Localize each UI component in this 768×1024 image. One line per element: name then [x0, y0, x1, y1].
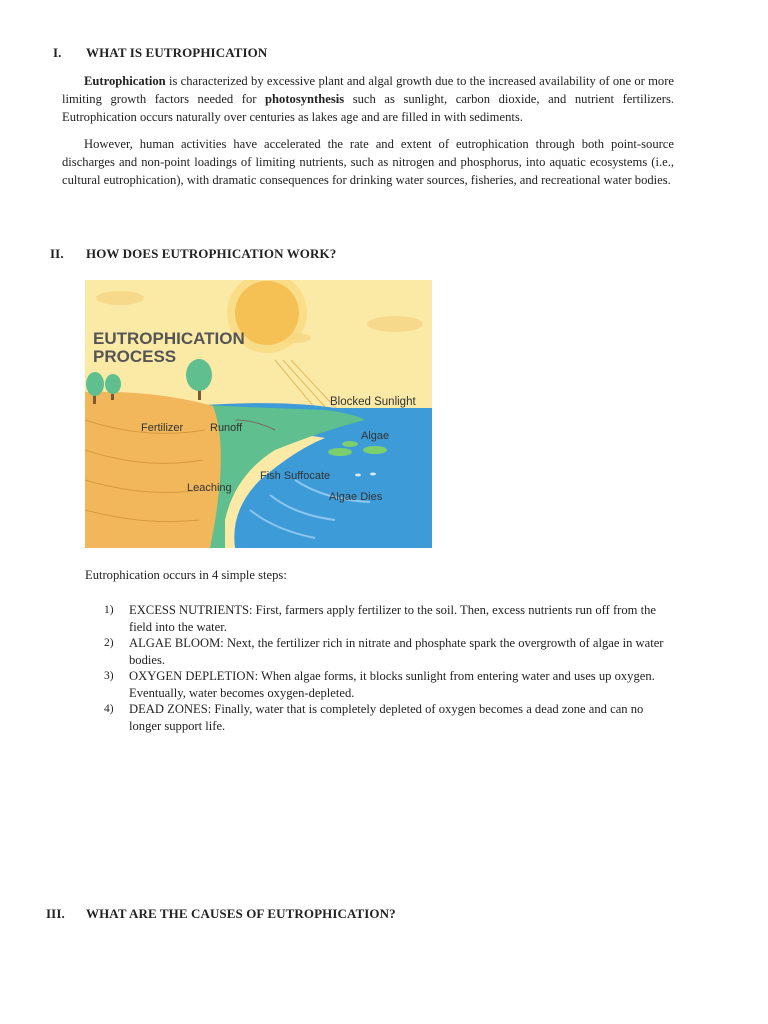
label-blocked-sunlight: Blocked Sunlight	[330, 396, 416, 408]
paragraph-definition	[62, 72, 674, 126]
label-algae-dies: Algae Dies	[329, 491, 383, 503]
step-number: 1)	[104, 604, 114, 616]
step-text: OXYGEN DEPLETION: When algae forms, it blocks sunlight from entering water and uses up oxygen. Eventually, water becomes oxygen-depleted.	[129, 669, 655, 700]
label-fish-suffocate: Fish Suffocate	[260, 470, 331, 482]
cloud	[367, 316, 423, 332]
step-text: ALGAE BLOOM: Next, the fertilizer rich in nitrate and phosphate spark the overgrowth of algae in water bodies.	[129, 636, 664, 667]
list-item	[104, 668, 670, 701]
para1-text-b: such as sunlight, carbon dioxide, and nutrient fertilizers. Eutrophication occurs naturally over centuries as lakes age and are filled in with sediments.	[62, 92, 674, 124]
diagram-title-line2: PROCESS	[93, 347, 177, 366]
label-fertilizer: Fertilizer	[141, 422, 184, 434]
list-item	[104, 602, 670, 635]
cloud	[96, 291, 144, 305]
steps-list	[104, 602, 670, 734]
step-number: 2)	[104, 637, 114, 649]
diagram-title-line1: EUTROPHICATION	[93, 329, 245, 348]
list-item	[104, 635, 670, 668]
paragraph-human-activities	[62, 135, 674, 189]
step-number: 3)	[104, 670, 114, 682]
label-algae: Algae	[361, 430, 390, 442]
list-item	[104, 701, 670, 734]
section-number: III.	[46, 906, 65, 921]
section-number: II.	[50, 246, 64, 261]
label-leaching: Leaching	[187, 482, 232, 494]
term-eutrophication: Eutrophication	[84, 74, 166, 88]
section-title: WHAT IS EUTROPHICATION	[86, 45, 268, 60]
section-number: I.	[53, 45, 62, 60]
para1-text-a: is characterized by excessive plant and algal growth due to the increased availability of one or more limiting growth factors needed for	[62, 74, 674, 106]
term-photosynthesis: photosynthesis	[265, 92, 345, 106]
section-title: HOW DOES EUTROPHICATION WORK?	[86, 246, 337, 261]
step-text: DEAD ZONES: Finally, water that is completely depleted of oxygen becomes a dead zone and can no longer support life.	[129, 702, 644, 733]
eutrophication-diagram	[85, 280, 432, 548]
steps-intro: Eutrophication occurs in 4 simple steps:	[85, 568, 287, 582]
step-text: EXCESS NUTRIENTS: First, farmers apply fertilizer to the soil. Then, excess nutrients run off from the field into the water.	[129, 603, 656, 634]
label-runoff: Runoff	[210, 422, 243, 434]
section-title: WHAT ARE THE CAUSES OF EUTROPHICATION?	[86, 906, 396, 921]
step-number: 4)	[104, 703, 114, 715]
farm-field	[85, 392, 221, 548]
para2-text: However, human activities have accelerated the rate and extent of eutrophication through both point-source discharges and non-point loadings of limiting nutrients, such as nitrogen and phosphorus, into aquatic ecosystems (i.e., cultural eutrophication), with dramatic consequences for drinking water sources, fisheries, and recreational water bodies.	[62, 137, 674, 187]
